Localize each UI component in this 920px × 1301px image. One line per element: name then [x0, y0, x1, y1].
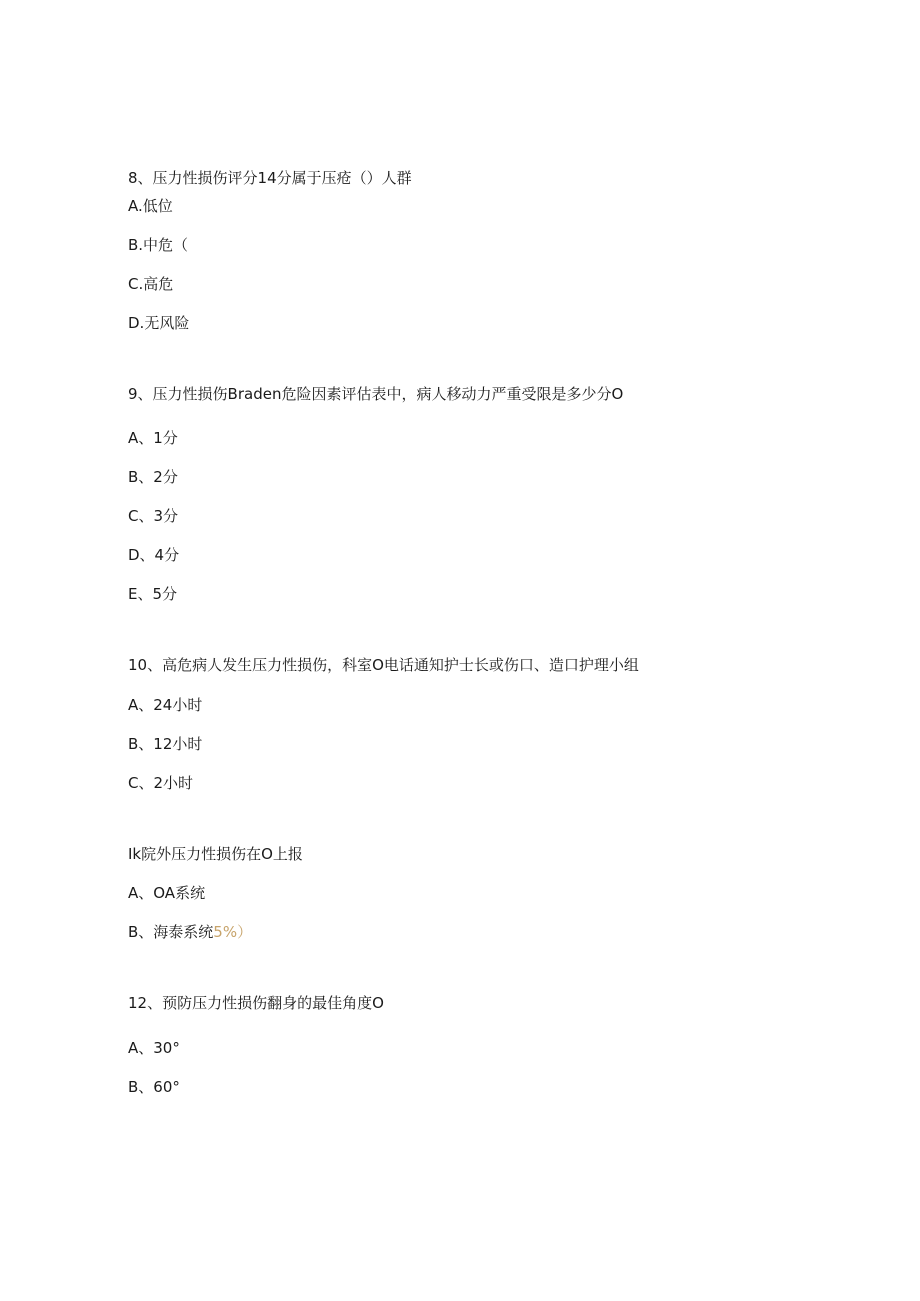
option-b: B、海泰系统 [128, 923, 214, 941]
option-d: D、4分 [128, 546, 180, 564]
option-b: B、2分 [128, 468, 178, 486]
option-b: B、12小时 [128, 735, 203, 753]
option-a: A、30° [128, 1039, 180, 1057]
option-b: B.中危（ [128, 236, 189, 254]
question-stem: 12、预防压力性损伤翻身的最佳角度O [128, 994, 384, 1012]
option-note: 5%） [213, 923, 253, 941]
option-c: C.高危 [128, 275, 174, 293]
option-c: C、2小时 [128, 774, 194, 792]
option-b: B、60° [128, 1078, 180, 1096]
option-e: E、5分 [128, 585, 178, 603]
option-d: D.无风险 [128, 314, 190, 332]
question-stem: Ik院外压力性损伤在O上报 [128, 845, 303, 863]
option-a: A、1分 [128, 429, 178, 447]
option-a: A.低位 [128, 197, 173, 215]
option-b-line [128, 922, 252, 942]
option-a: A、OA系统 [128, 884, 206, 902]
question-stem: 10、高危病人发生压力性损伤，科室O电话通知护士长或伤口、造口护理小组 [128, 656, 639, 674]
option-c: C、3分 [128, 507, 179, 525]
question-stem: 8、压力性损伤评分14分属于压疮（）人群 [128, 169, 412, 187]
question-stem: 9、压力性损伤Braden危险因素评估表中，病人移动力严重受限是多少分O [128, 385, 624, 403]
option-a: A、24小时 [128, 696, 203, 714]
